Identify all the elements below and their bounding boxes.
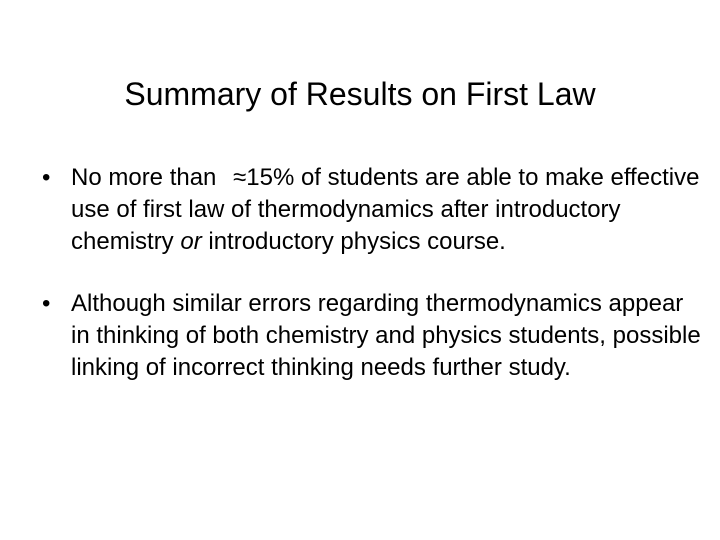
bullet-1-text-start: No more than [71,164,224,191]
bullet-item-1 [42,162,702,258]
slide-title: Summary of Results on First Law [124,76,596,112]
bullet-text-2: Although similar errors regarding thermodynamics appear in thinking of both chemistry and physics students, possible linking of incorrect thinking needs further study. [71,290,701,381]
bullet-1-emphasis: or [180,228,202,255]
bullet-1-text-middle: 15% of students are able to make effective use of first law of thermodynamics after introductory chemistry [71,164,700,255]
bullet-dot-icon: • [42,164,51,191]
bullet-dot-icon: • [42,290,51,317]
approx-symbol: ≈ [233,164,247,191]
bullet-1-text-end: introductory physics course. [201,228,506,255]
bullet-text-1 [71,164,699,255]
bullet-item-2 [42,288,702,384]
bullet-list [42,162,702,414]
